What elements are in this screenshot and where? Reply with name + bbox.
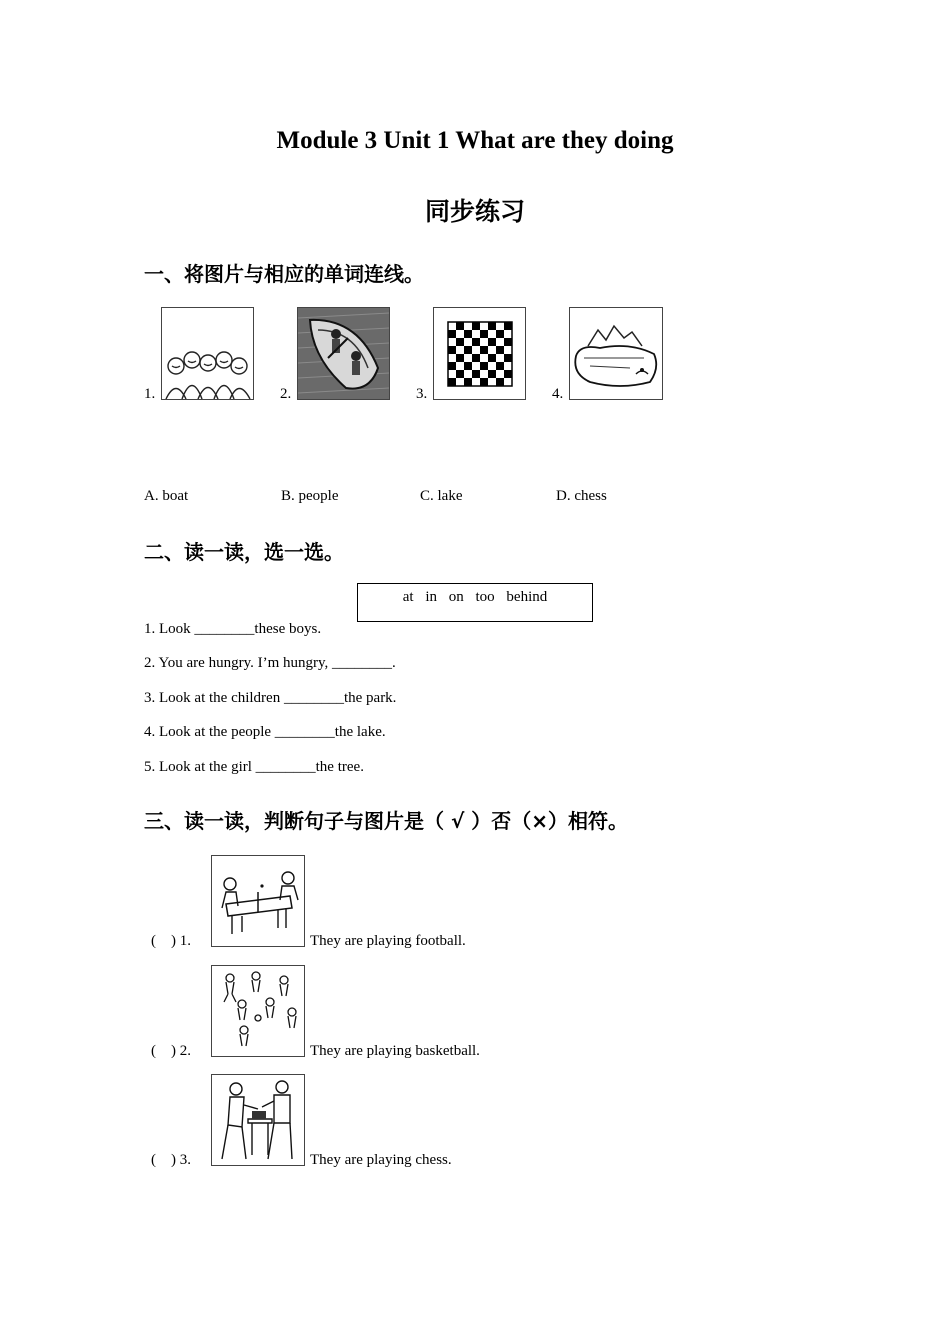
option-d: D. chess bbox=[556, 488, 607, 504]
section3-heading: 三、读一读，判断句子与图片是（ √ ）否（×）相符。 bbox=[144, 809, 629, 833]
lake-icon bbox=[569, 307, 663, 400]
judge-sentence: They are playing basketball. bbox=[310, 1043, 480, 1059]
chess-icon bbox=[433, 307, 526, 400]
judge-bracket: ( ) 3. bbox=[151, 1152, 191, 1168]
kids-playing-icon bbox=[211, 965, 305, 1057]
people-icon bbox=[161, 307, 254, 400]
judge-sentence: They are playing football. bbox=[310, 933, 466, 949]
boat-icon bbox=[297, 307, 390, 400]
page-title: Module 3 Unit 1 What are they doing bbox=[276, 127, 674, 154]
judge-sentence: They are playing chess. bbox=[310, 1152, 452, 1168]
word-bank-item: behind bbox=[506, 589, 548, 605]
section1-heading: 一、将图片与相应的单词连线。 bbox=[144, 262, 424, 286]
word-bank-item: too bbox=[475, 589, 495, 605]
option-c: C. lake bbox=[420, 488, 463, 504]
section1-number: 3. bbox=[416, 386, 428, 402]
page-subtitle: 同步练习 bbox=[424, 197, 525, 226]
chess-players-icon bbox=[211, 1074, 305, 1166]
table-tennis-icon bbox=[211, 855, 305, 947]
fill-sentence: 3. Look at the children ________the park. bbox=[144, 690, 397, 706]
word-bank-item: at bbox=[402, 589, 414, 605]
fill-sentence: 1. Look ________these boys. bbox=[144, 621, 322, 637]
section1-number: 4. bbox=[552, 386, 564, 402]
section1-number: 1. bbox=[144, 386, 156, 402]
fill-sentence: 4. Look at the people ________the lake. bbox=[144, 724, 386, 740]
section2-heading: 二、读一读，选一选。 bbox=[144, 540, 344, 564]
section1-number: 2. bbox=[280, 386, 292, 402]
option-b: B. people bbox=[281, 488, 339, 504]
word-bank-item: on bbox=[448, 589, 464, 605]
fill-sentence: 2. You are hungry. I’m hungry, ________. bbox=[144, 655, 396, 671]
option-a: A. boat bbox=[144, 488, 189, 504]
word-bank bbox=[357, 583, 593, 622]
judge-bracket: ( ) 1. bbox=[151, 933, 191, 949]
word-bank-item: in bbox=[425, 589, 437, 605]
fill-sentence: 5. Look at the girl ________the tree. bbox=[144, 759, 364, 775]
judge-bracket: ( ) 2. bbox=[151, 1043, 191, 1059]
